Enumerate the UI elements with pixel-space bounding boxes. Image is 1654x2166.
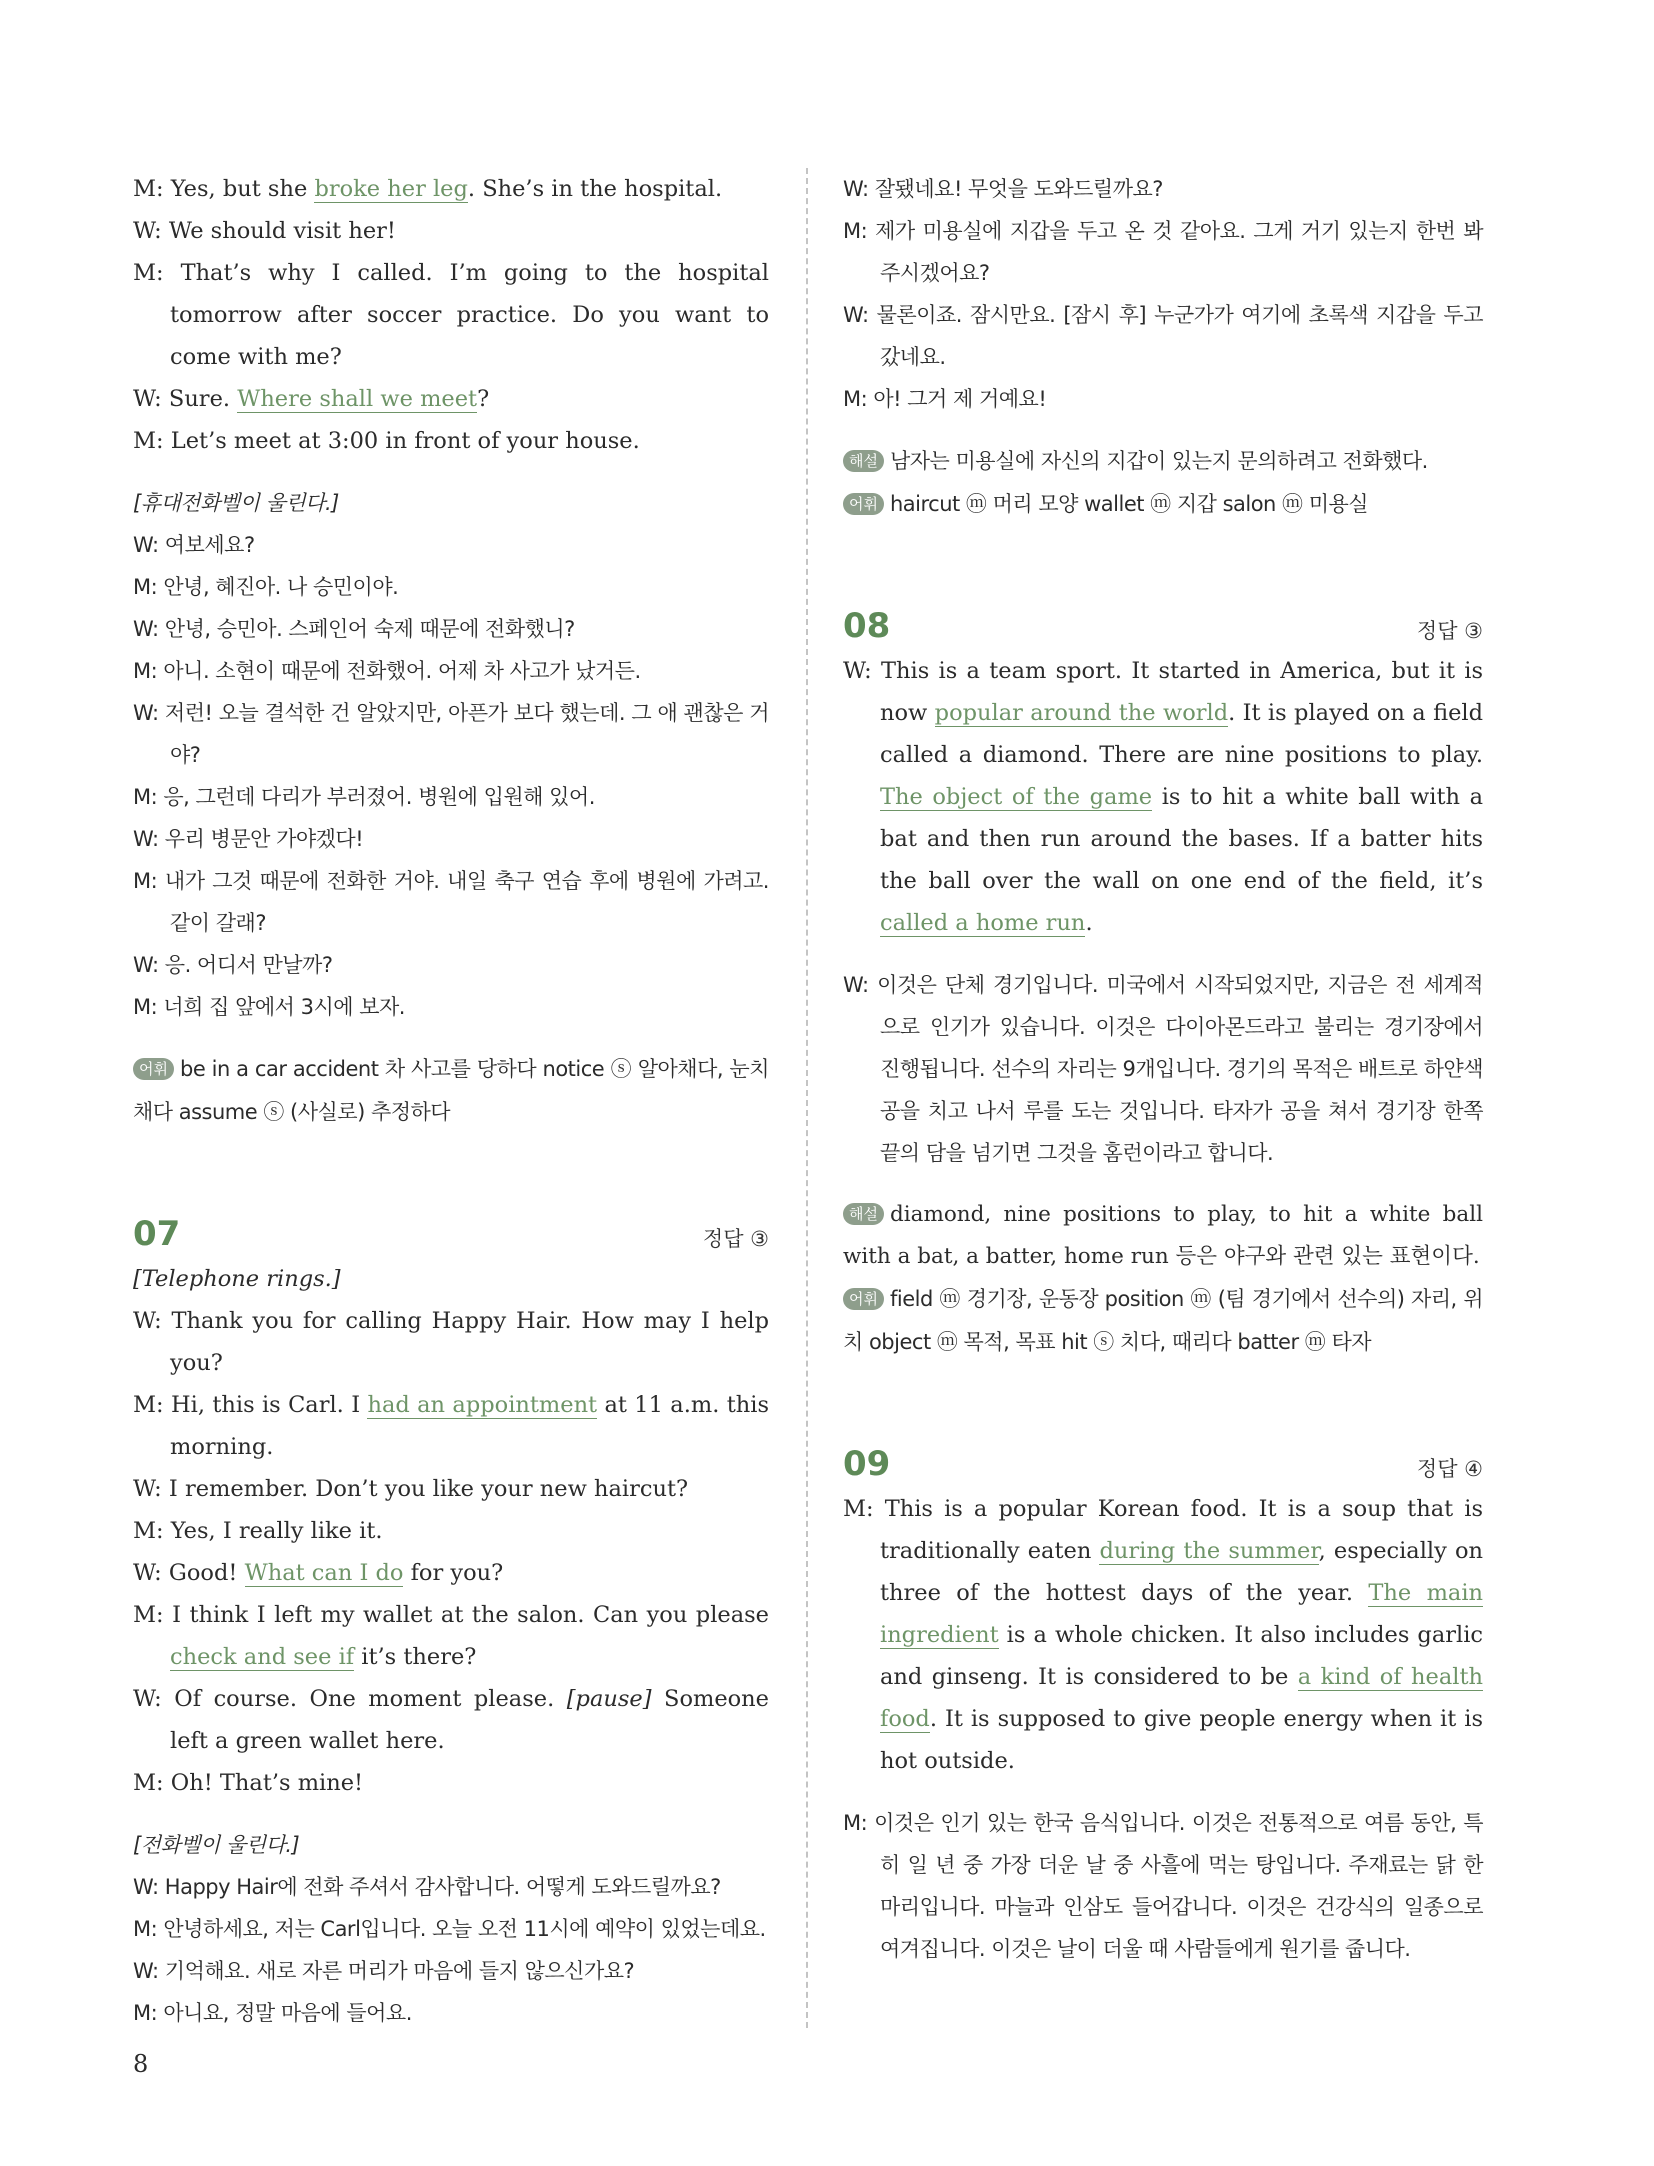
- korean-line: [133, 650, 769, 692]
- korean-line: [133, 566, 769, 608]
- dialogue-line: [133, 1594, 769, 1678]
- explain-note-07: [843, 440, 1483, 483]
- highlighted-phrase: called a home run: [880, 910, 1086, 936]
- speaker-label: M:: [133, 869, 165, 893]
- stage-direction: [Telephone rings.]: [133, 1266, 341, 1292]
- speaker-label: M:: [843, 1496, 885, 1522]
- explain-note-08: [843, 1194, 1483, 1278]
- speaker-label: M:: [133, 176, 171, 202]
- dialogue-06-english-end: [133, 168, 769, 462]
- highlighted-phrase: The main ingredient: [880, 1580, 1484, 1648]
- speaker-label: M:: [133, 1770, 171, 1796]
- answer-label: 정답 ③: [702, 1227, 769, 1251]
- korean-line: [133, 608, 769, 650]
- monologue-09-korean: [843, 1802, 1483, 1970]
- dialogue-text: Let’s meet at 3:00 in front of your house.: [170, 428, 640, 454]
- highlighted-phrase: Where shall we meet: [237, 386, 478, 412]
- speaker-label: W:: [133, 827, 165, 851]
- speaker-label: W:: [133, 533, 165, 557]
- dialogue-line: [133, 1510, 769, 1552]
- korean-line: [133, 524, 769, 566]
- left-column: [133, 168, 769, 2034]
- right-column: [843, 168, 1483, 1970]
- dialogue-line: [133, 168, 769, 210]
- dialogue-07-korean: [133, 1866, 769, 2034]
- dialogue-text: Of course. One moment please.: [174, 1686, 567, 1712]
- dialogue-text: This is a popular Korean food. It is a soup that is traditionally eaten: [880, 1496, 1483, 1564]
- explain-text: 남자는 미용실에 자신의 지갑이 있는지 문의하려고 전화했다.: [889, 449, 1428, 473]
- dialogue-text: is a whole chicken. It also includes garlic and ginseng. It is considered to be: [880, 1622, 1483, 1690]
- monologue-09-english: [843, 1488, 1483, 1782]
- dialogue-text: . She’s in the hospital.: [467, 176, 723, 202]
- speaker-label: W:: [133, 1959, 165, 1983]
- korean-text: 너희 집 앞에서 3시에 보자.: [163, 995, 405, 1019]
- speaker-label: M:: [133, 260, 181, 286]
- korean-stage-direction-07: [전화벨이 울린다.]: [133, 1833, 300, 1857]
- korean-text: Happy Hair에 전화 주셔서 감사합니다. 어떻게 도와드릴까요?: [164, 1875, 721, 1899]
- dialogue-text: , especially on three of the hottest days of the year.: [880, 1538, 1483, 1606]
- vocab-badge: 어휘: [843, 1288, 884, 1310]
- speaker-label: M:: [133, 995, 164, 1019]
- speaker-label: M:: [133, 1602, 173, 1628]
- dialogue-07-korean-end: [843, 168, 1483, 420]
- highlighted-phrase: had an appointment: [367, 1392, 598, 1418]
- korean-text: 응. 어디서 만날까?: [164, 953, 333, 977]
- dialogue-text: for you?: [403, 1560, 504, 1586]
- column-divider: [806, 168, 808, 2028]
- dialogue-line: [133, 1384, 769, 1468]
- dialogue-text: Thank you for calling Happy Hair. How may I help you?: [170, 1308, 769, 1376]
- dialogue-line: [133, 1762, 769, 1804]
- dialogue-line: [133, 1678, 769, 1762]
- dialogue-text: . It is supposed to give people energy when it is hot outside.: [880, 1706, 1483, 1774]
- dialogue-text: I remember. Don’t you like your new haircut?: [168, 1476, 689, 1502]
- korean-line: [843, 378, 1483, 420]
- speaker-label: M:: [843, 1811, 868, 1835]
- dialogue-text: That’s why I called. I’m going to the hospital tomorrow after soccer practice. Do you want to come with me?: [170, 260, 769, 370]
- highlighted-phrase: What can I do: [244, 1560, 404, 1586]
- answer-label: 정답 ③: [1416, 619, 1483, 643]
- dialogue-text: Hi, this is Carl. I: [171, 1392, 368, 1418]
- speaker-label: W:: [843, 177, 875, 201]
- vocab-note-08: [843, 1278, 1483, 1364]
- speaker-label: M:: [133, 1917, 164, 1941]
- korean-line: [133, 1908, 769, 1950]
- page-number: 8: [133, 2050, 149, 2078]
- korean-text: 이것은 인기 있는 한국 음식입니다. 이것은 전통적으로 여름 동안, 특히 일 년 중 가장 더운 날 중 사흘에 먹는 탕입니다. 주재료는 닭 한 마리입니다. 마늘과 인삼도 들어갑니다. 이것은 건강식의 일종으로 여겨집니다. 이것은 날이 더울 때 사람들에게 원기를 줍니다.: [874, 1811, 1483, 1961]
- korean-line: [133, 1950, 769, 1992]
- section-number: 08: [843, 606, 891, 646]
- dialogue-line: [133, 1552, 769, 1594]
- explain-text: diamond, nine positions to play, to hit a white ball with a bat, a batter, home run 등은 야구와 관련 있는 표현이다.: [843, 1202, 1483, 1269]
- dialogue-text: .: [1085, 910, 1093, 936]
- vocab-text: field ⓜ 경기장, 운동장 position ⓜ (팀 경기에서 선수의) 자리, 위치 object ⓜ 목적, 목표 hit ⓢ 치다, 때리다 batter ⓜ 타자: [843, 1287, 1483, 1354]
- answer-label: 정답 ④: [1416, 1457, 1483, 1481]
- vocab-badge: 어휘: [843, 493, 884, 515]
- dialogue-line: [133, 252, 769, 378]
- korean-text: 안녕하세요, 저는 Carl입니다. 오늘 오전 11시에 예약이 있었는데요.: [163, 1917, 766, 1941]
- dialogue-text: Yes, but she: [170, 176, 315, 202]
- section-number: 07: [133, 1214, 181, 1254]
- korean-text: 이것은 단체 경기입니다. 미국에서 시작되었지만, 지금은 전 세계적으로 인기가 있습니다. 이것은 다이아몬드라고 불리는 경기장에서 진행됩니다. 선수의 자리는 9개입니다. 경기의 목적은 배트로 하얀색 공을 치고 나서 루를 도는 것입니다. 타자가 공을 쳐서 경기장 한쪽 끝의 담을 넘기면 그것을 홈런이라고 합니다.: [877, 973, 1483, 1165]
- dialogue-text: This is a team sport. It started in America, but it is now: [880, 658, 1483, 726]
- korean-line: [843, 210, 1483, 294]
- vocab-note-06: [133, 1048, 769, 1134]
- korean-line: [133, 818, 769, 860]
- speaker-label: M:: [133, 2001, 164, 2025]
- korean-text: 응, 그런데 다리가 부러졌어. 병원에 입원해 있어.: [163, 785, 595, 809]
- speaker-label: M:: [133, 575, 164, 599]
- vocab-text: haircut ⓜ 머리 모양 wallet ⓜ 지갑 salon ⓜ 미용실: [889, 492, 1369, 516]
- speaker-label: M:: [133, 428, 171, 454]
- speaker-label: W:: [843, 658, 882, 684]
- speaker-label: M:: [133, 1392, 171, 1418]
- explain-badge: 해설: [843, 1203, 884, 1225]
- highlighted-phrase: broke her leg: [314, 176, 468, 202]
- korean-line: [133, 986, 769, 1028]
- dialogue-text: Oh! That’s mine!: [170, 1770, 364, 1796]
- dialogue-line: [133, 210, 769, 252]
- dialogue-text: We should visit her!: [168, 218, 396, 244]
- speaker-label: W:: [133, 218, 169, 244]
- speaker-label: W:: [133, 953, 165, 977]
- korean-line: [133, 860, 769, 944]
- korean-text: 저런! 오늘 결석한 건 알았지만, 아픈가 보다 했는데. 그 애 괜찮은 거야?: [164, 701, 769, 767]
- speaker-label: W:: [133, 386, 169, 412]
- dialogue-07-english: [133, 1300, 769, 1804]
- speaker-label: W:: [133, 1875, 165, 1899]
- dialogue-text: . It is played on a field called a diamond. There are nine positions to play.: [880, 700, 1483, 768]
- dialogue-text: Yes, I really like it.: [170, 1518, 383, 1544]
- korean-line: [843, 294, 1483, 378]
- korean-line: [133, 776, 769, 818]
- korean-text: 여보세요?: [164, 533, 255, 557]
- korean-stage-direction: [휴대전화벨이 울린다.]: [133, 491, 339, 515]
- stage-direction: [pause]: [566, 1686, 652, 1712]
- speaker-label: W:: [133, 1308, 172, 1334]
- speaker-label: W:: [133, 1476, 169, 1502]
- highlighted-phrase: check and see if: [170, 1644, 355, 1670]
- speaker-label: M:: [133, 1518, 171, 1544]
- speaker-label: W:: [133, 617, 165, 641]
- section-09-header: [843, 1428, 1483, 1484]
- korean-text: 물론이죠. 잠시만요. [잠시 후] 누군가가 여기에 초록색 지갑을 두고 갔네요.: [876, 303, 1483, 369]
- dialogue-text: it’s there?: [354, 1644, 477, 1670]
- section-08-header: [843, 590, 1483, 646]
- vocab-text: be in a car accident 차 사고를 당하다 notice ⓢ 알아채다, 눈치채다 assume ⓢ (사실로) 추정하다: [133, 1057, 769, 1124]
- speaker-label: W:: [843, 973, 869, 997]
- speaker-label: W:: [843, 303, 877, 327]
- korean-line: [133, 692, 769, 776]
- highlighted-phrase: popular around the world: [934, 700, 1229, 726]
- korean-text: 내가 그것 때문에 전화한 거야. 내일 축구 연습 후에 병원에 가려고. 같이 갈래?: [164, 869, 769, 935]
- korean-text: 잘됐네요! 무엇을 도와드릴까요?: [874, 177, 1163, 201]
- dialogue-text: at 11 a.m. this morning.: [170, 1392, 770, 1460]
- speaker-label: W:: [133, 701, 165, 725]
- korean-line: [133, 1992, 769, 2034]
- dialogue-text: Someone left a green wallet here.: [170, 1686, 769, 1754]
- section-number: 09: [843, 1444, 891, 1484]
- speaker-label: M:: [843, 387, 874, 411]
- korean-text: 아니요, 정말 마음에 들어요.: [163, 2001, 412, 2025]
- speaker-label: M:: [843, 219, 876, 243]
- dialogue-line: [133, 378, 769, 420]
- korean-line: [843, 168, 1483, 210]
- korean-line: [133, 1866, 769, 1908]
- speaker-label: W:: [133, 1686, 175, 1712]
- dialogue-06-korean: [133, 524, 769, 1028]
- speaker-label: W:: [133, 1560, 169, 1586]
- explain-badge: 해설: [843, 450, 884, 472]
- vocab-badge: 어휘: [133, 1058, 174, 1080]
- highlighted-phrase: a kind of health food: [880, 1664, 1483, 1732]
- dialogue-text: I think I left my wallet at the salon. Can you please: [172, 1602, 769, 1628]
- speaker-label: M:: [133, 785, 164, 809]
- monologue-08-english: [843, 650, 1483, 944]
- monologue-08-korean: [843, 964, 1483, 1174]
- korean-text: 안녕, 승민아. 스페인어 숙제 때문에 전화했니?: [164, 617, 575, 641]
- dialogue-line: [133, 420, 769, 462]
- dialogue-text: ?: [477, 386, 490, 412]
- dialogue-text: Sure.: [168, 386, 238, 412]
- dialogue-text: is to hit a white ball with a bat and then run around the bases. If a batter hits the ball over the wall on one end of the field, it’s: [880, 784, 1484, 894]
- section-07-header: [133, 1198, 769, 1254]
- vocab-note-07: [843, 483, 1483, 526]
- korean-text: 기억해요. 새로 자른 머리가 마음에 들지 않으신가요?: [164, 1959, 635, 1983]
- korean-text: 안녕, 혜진아. 나 승민이야.: [163, 575, 399, 599]
- dialogue-line: [133, 1300, 769, 1384]
- korean-text: 아니. 소현이 때문에 전화했어. 어제 차 사고가 났거든.: [163, 659, 641, 683]
- highlighted-phrase: The object of the game: [880, 784, 1153, 810]
- dialogue-text: Good!: [168, 1560, 245, 1586]
- dialogue-line: [133, 1468, 769, 1510]
- speaker-label: M:: [133, 659, 164, 683]
- korean-text: 우리 병문안 가야겠다!: [164, 827, 364, 851]
- korean-text: 제가 미용실에 지갑을 두고 온 것 같아요. 그게 거기 있는지 한번 봐 주시겠어요?: [875, 219, 1483, 285]
- korean-line: [133, 944, 769, 986]
- korean-text: 아! 그거 제 거예요!: [873, 387, 1047, 411]
- highlighted-phrase: during the summer: [1099, 1538, 1319, 1564]
